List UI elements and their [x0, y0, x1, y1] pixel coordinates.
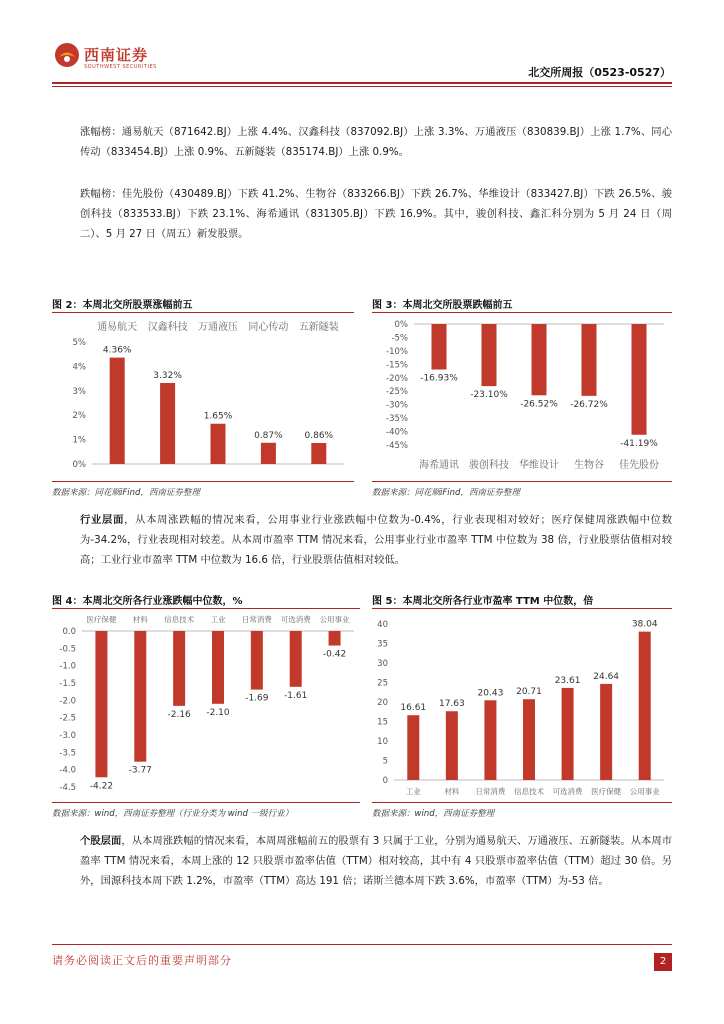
fig2-title: 图 2：本周北交所股票涨幅前五: [52, 300, 193, 311]
data-label: -23.10%: [470, 390, 508, 401]
bar: [484, 700, 496, 780]
y-tick-label: 5: [382, 756, 388, 767]
y-tick-label: 4%: [72, 362, 86, 373]
y-tick-label: 3%: [72, 386, 86, 397]
y-tick-label: 2%: [72, 411, 86, 422]
company-logo: [54, 40, 174, 76]
data-label: -4.22: [89, 781, 114, 792]
bar: [134, 631, 146, 762]
fig2-top-rule: [52, 312, 354, 313]
data-label: -2.10: [206, 707, 230, 718]
fig3-chart: [372, 314, 672, 478]
industry-body: ，从本周涨跌幅的情况来看，公用事业行业涨跌幅中位数为-0.4%，行业表现相对较好；医疗保健周涨跌幅中位数为-34.2%，行业表现相对较差。从本周市盈率 TTM 情况来看，公用事业行业市盈率 TTM 中位数为 38 倍，行业股票估值相对较高；工业行业市盈率 TTM 中位数为 16.6 倍，行业股票估值相对较低。: [80, 514, 673, 566]
data-label: -0.42: [322, 649, 347, 660]
footer-disclaimer: 请务必阅读正文后的重要声明部分: [52, 954, 232, 967]
fig4-chart: [52, 610, 360, 800]
y-tick-label: -40%: [386, 427, 408, 438]
y-tick-label: -2.0: [59, 696, 76, 707]
bar: [482, 324, 497, 386]
bar: [251, 631, 263, 690]
data-label: -41.19%: [620, 438, 658, 449]
category-label: 汉鑫科技: [147, 322, 188, 333]
fig4-bottom-rule: [52, 802, 360, 803]
bar: [261, 443, 276, 464]
bar: [446, 711, 458, 780]
fig3-source: 数据来源：同花顺iFind，西南证券整理: [372, 488, 520, 498]
data-label: 38.04: [631, 619, 658, 630]
data-label: 24.64: [593, 671, 620, 682]
bar: [173, 631, 185, 706]
category-label: 公用事业: [319, 615, 350, 624]
y-tick-label: -3.0: [59, 731, 76, 741]
category-label: 可选消费: [280, 615, 311, 624]
data-label: -1.61: [284, 690, 308, 701]
industry-lead: 行业层面: [80, 514, 125, 526]
y-tick-label: 40: [377, 620, 388, 630]
category-label: 华维设计: [519, 460, 559, 471]
category-label: 公用事业: [629, 787, 660, 796]
bar: [407, 715, 419, 780]
data-label: 1.65%: [203, 411, 233, 422]
y-tick-label: -15%: [386, 360, 408, 371]
data-label: 0.86%: [304, 431, 334, 442]
bar: [95, 631, 107, 777]
logo-english-name: SOUTHWEST SECURITIES: [84, 64, 157, 70]
fig3-bottom-rule: [372, 481, 672, 482]
y-tick-label: 0%: [72, 460, 86, 470]
fig3-title: 图 3：本周北交所股票跌幅前五: [372, 300, 513, 311]
y-tick-label: 0%: [394, 320, 408, 330]
bar: [632, 324, 647, 435]
data-label: -1.69: [245, 693, 269, 704]
bar: [211, 424, 226, 464]
y-tick-label: -4.5: [59, 783, 76, 793]
data-label: 20.71: [516, 687, 542, 698]
bar: [290, 631, 302, 687]
bar: [160, 383, 175, 464]
fig2-bottom-rule: [52, 481, 354, 482]
fig5-title: 图 5：本周北交所各行业市盈率 TTM 中位数，倍: [372, 596, 594, 607]
y-tick-label: -45%: [386, 441, 408, 451]
category-label: 骏创科技: [469, 460, 509, 471]
y-tick-label: 5%: [72, 338, 86, 348]
fig2-source: 数据来源：同花顺iFind，西南证券整理: [52, 488, 200, 498]
fig5-top-rule: [372, 608, 672, 609]
header-divider-thin: [52, 86, 672, 87]
logo-chinese-name: 西南证券: [84, 46, 149, 64]
y-tick-label: 30: [377, 659, 388, 669]
data-label: 16.61: [400, 703, 427, 714]
category-label: 医疗保健: [591, 787, 622, 796]
y-tick-label: 25: [377, 678, 388, 689]
footer-divider: [52, 944, 672, 945]
category-label: 通易航天: [97, 322, 138, 333]
category-label: 材料: [444, 787, 460, 796]
category-label: 万通液压: [198, 322, 238, 333]
category-label: 五新隧装: [298, 322, 339, 333]
category-label: 佳先股份: [619, 460, 659, 471]
bar: [639, 632, 651, 780]
data-label: -26.52%: [520, 399, 558, 410]
y-tick-label: 10: [377, 737, 388, 747]
fig5-source: 数据来源：wind，西南证券整理: [372, 809, 495, 819]
fig4-title: 图 4：本周北交所各行业涨跌幅中位数，%: [52, 596, 243, 607]
y-tick-label: -10%: [386, 346, 408, 357]
fig5-bottom-rule: [372, 802, 672, 803]
y-tick-label: -1.5: [59, 679, 76, 689]
category-label: 信息技术: [514, 787, 544, 796]
fig5-chart: [372, 610, 672, 800]
y-tick-label: -1.0: [59, 661, 76, 672]
bar: [600, 684, 612, 780]
y-tick-label: -3.5: [59, 748, 76, 759]
y-tick-label: 0.0: [62, 627, 76, 637]
logo-emblem-icon: [54, 42, 80, 68]
data-label: -16.93%: [420, 373, 458, 384]
fig2-chart: [52, 314, 354, 478]
data-label: 4.36%: [102, 345, 132, 356]
fig4-top-rule: [52, 608, 360, 609]
bar: [110, 358, 125, 464]
y-tick-label: -20%: [386, 373, 408, 384]
y-tick-label: 0: [382, 776, 388, 786]
bar: [432, 324, 447, 370]
data-label: 0.87%: [254, 430, 283, 441]
category-label: 工业: [210, 615, 226, 624]
bar: [523, 699, 535, 780]
y-tick-label: -2.5: [59, 713, 76, 724]
y-tick-label: -25%: [386, 387, 408, 398]
category-label: 医疗保健: [86, 615, 117, 624]
y-tick-label: -0.5: [59, 644, 76, 655]
y-tick-label: 20: [377, 698, 388, 708]
fig3-top-rule: [372, 312, 672, 313]
bar: [532, 324, 547, 395]
header-divider: [52, 82, 672, 84]
category-label: 可选消费: [552, 787, 583, 796]
category-label: 日常消费: [241, 615, 272, 624]
y-tick-label: 1%: [72, 435, 86, 446]
fig4-source: 数据来源：wind，西南证券整理（行业分类为 wind 一级行业）: [52, 809, 294, 819]
data-label: 17.63: [438, 699, 465, 710]
stock-paragraph: [80, 831, 672, 891]
category-label: 生物谷: [574, 460, 604, 471]
bar: [562, 688, 574, 780]
page-number: 2: [654, 953, 672, 971]
y-tick-label: -5%: [391, 333, 408, 344]
stock-lead: 个股层面: [80, 835, 122, 847]
data-label: 20.43: [477, 688, 504, 699]
industry-paragraph: [80, 510, 672, 570]
bar: [582, 324, 597, 396]
category-label: 同心传动: [248, 322, 289, 333]
bar: [329, 631, 341, 646]
losers-paragraph: 跌幅榜：佳先股份（430489.BJ）下跌 41.2%、生物谷（833266.BJ）下跌 26.7%、华维设计（833427.BJ）下跌 26.5%、骏创科技（833533.BJ）下跌 23.1%、海希通讯（831305.BJ）下跌 16.9%。其中，骏创科技、鑫汇科分别为 5 月 24 日（周二）、5 月 27 日（周五）新发股票。: [80, 188, 672, 240]
y-tick-label: -4.0: [59, 765, 76, 776]
data-label: -26.72%: [570, 399, 608, 410]
bar: [311, 443, 326, 464]
data-label: 3.32%: [153, 370, 182, 381]
y-tick-label: -30%: [386, 400, 408, 411]
data-label: -3.77: [128, 765, 152, 776]
y-tick-label: 15: [377, 717, 388, 728]
category-label: 材料: [132, 615, 148, 624]
gainers-paragraph: 涨幅榜：通易航天（871642.BJ）上涨 4.4%、汉鑫科技（837092.BJ）上涨 3.3%、万通液压（830839.BJ）上涨 1.7%、同心传动（833454.BJ）上涨 0.9%、五新隧装（835174.BJ）上涨 0.9%。: [80, 126, 672, 158]
data-label: -2.16: [167, 709, 191, 720]
bar: [212, 631, 224, 704]
category-label: 工业: [405, 787, 421, 796]
stock-body: ，从本周涨跌幅的情况来看，本周周涨幅前五的股票有 3 只属于工业，分别为通易航天、万通液压、五新隧装。从本周市盈率 TTM 情况来看，本周上涨的 12 只股票市盈率估值（TTM）相对较高，其中有 4 只股票市盈率估值（TTM）超过 30 倍。另外，国源科技本周下跌 1.2%，市盈率（TTM）高达 191 倍；诺斯兰德本周下跌 3.6%，市盈率（TTM）为-53 倍。: [80, 835, 672, 887]
category-label: 信息技术: [164, 615, 195, 624]
y-tick-label: -35%: [386, 414, 408, 425]
category-label: 日常消费: [475, 787, 506, 796]
data-label: 23.61: [554, 675, 581, 686]
report-title: 北交所周报（0523-0527）: [528, 66, 671, 79]
y-tick-label: 35: [377, 639, 388, 650]
category-label: 海希通讯: [419, 460, 459, 471]
